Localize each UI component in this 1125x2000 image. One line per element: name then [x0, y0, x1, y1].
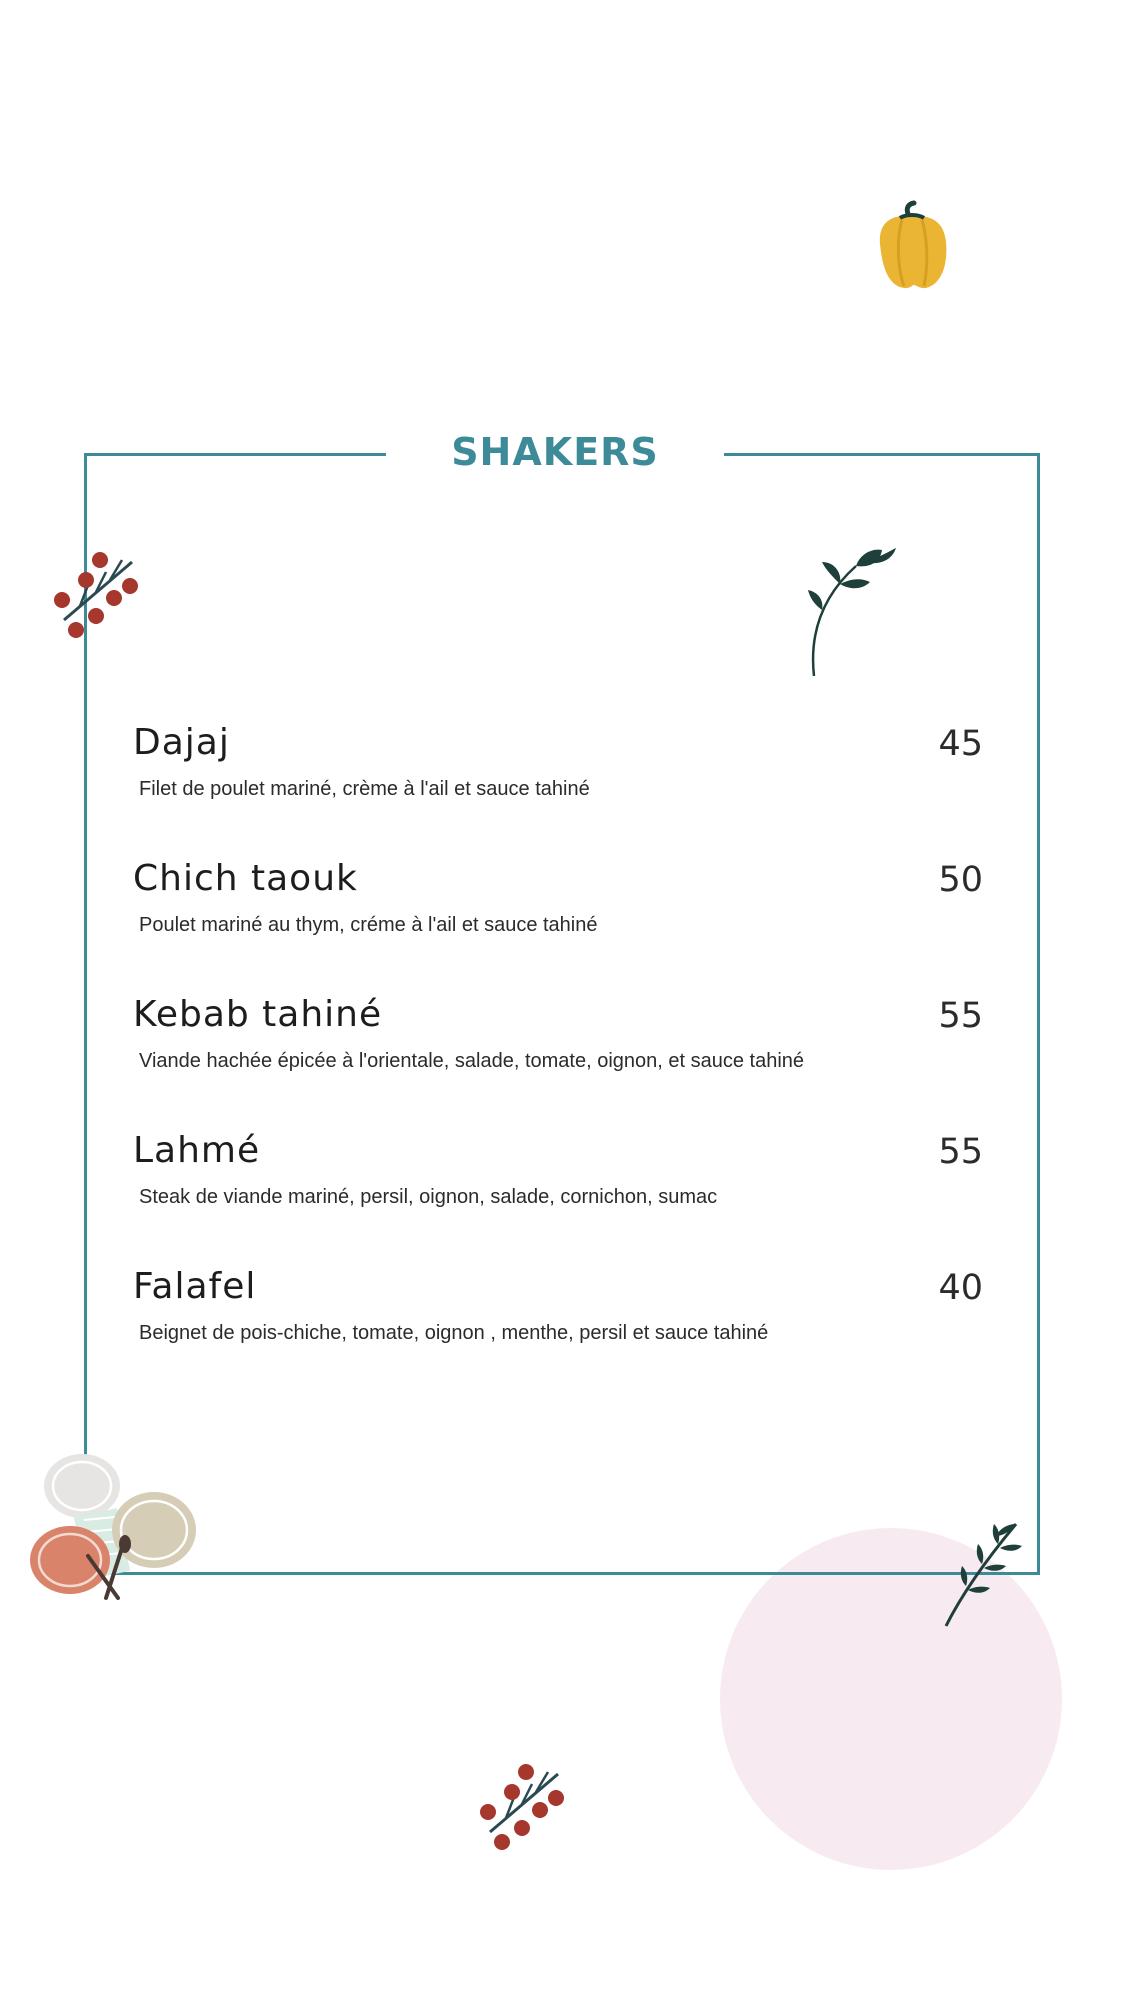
item-price: 55 [938, 1132, 983, 1172]
cherry-tomatoes-icon [50, 550, 146, 642]
menu-item [133, 722, 983, 858]
item-description: Filet de poulet mariné, crème à l'ail et sauce tahiné [139, 778, 590, 800]
item-price: 50 [938, 860, 983, 900]
cherry-tomatoes-icon [476, 1762, 572, 1854]
menu-item [133, 1130, 983, 1266]
menu-item [133, 858, 983, 994]
item-price: 40 [938, 1268, 983, 1308]
item-description: Poulet mariné au thym, créme à l'ail et sauce tahiné [139, 914, 598, 936]
menu-list [133, 722, 983, 1402]
menu-item [133, 994, 983, 1130]
item-price: 55 [938, 996, 983, 1036]
item-description: Beignet de pois-chiche, tomate, oignon , menthe, persil et sauce tahiné [139, 1322, 769, 1344]
item-price: 45 [938, 724, 983, 764]
item-name: Dajaj [133, 722, 230, 763]
item-description: Viande hachée épicée à l'orientale, salade, tomate, oignon, et sauce tahiné [139, 1050, 805, 1072]
pepper-icon [872, 200, 952, 292]
item-name: Chich taouk [133, 858, 358, 899]
herb-sprig-icon [800, 540, 904, 680]
menu-item [133, 1266, 983, 1402]
item-name: Lahmé [133, 1130, 261, 1171]
olive-branch-icon [938, 1518, 1024, 1630]
item-name: Falafel [133, 1266, 257, 1307]
item-name: Kebab tahiné [133, 994, 383, 1035]
plates-icon [26, 1450, 206, 1606]
item-description: Steak de viande mariné, persil, oignon, salade, cornichon, sumac [139, 1186, 718, 1208]
section-title: SHAKERS [451, 430, 659, 474]
